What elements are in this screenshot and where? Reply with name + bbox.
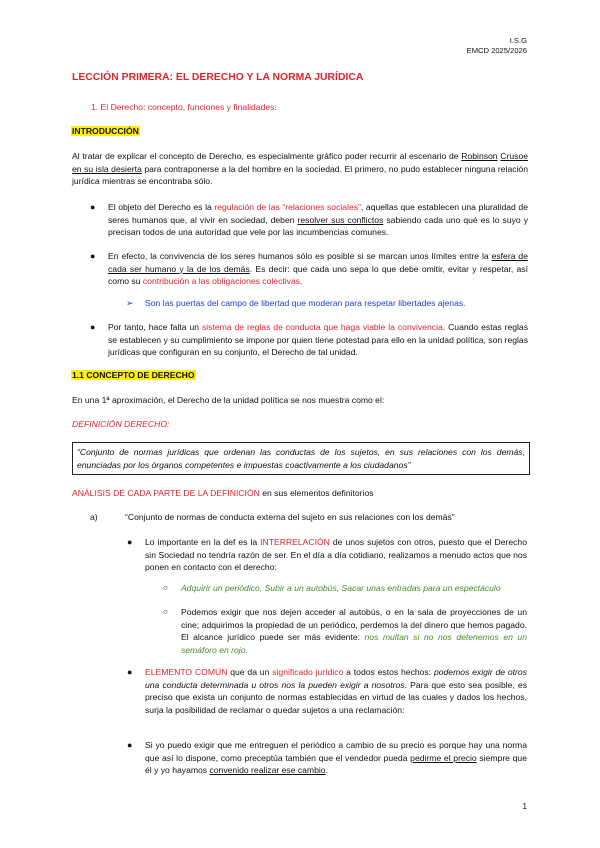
arrow-icon: ➢ xyxy=(126,298,134,308)
examples-list: Adquirir un periódico, Subir a un autobús, Sacar unas entradas para un espectáculo xyxy=(181,583,501,593)
intro-paragraph: Al tratar de explicar el concepto de Derecho, es especialmente gráfico poder recurrir al escenario de Robinson Crusoe en su isla desierta para contraponerse a la del hombre en la sociedad. El primero, no pudo establecer ninguna relación jurídica mientras se encontraba sólo. xyxy=(72,151,528,186)
bullet-object-of-law: El objeto del Derecho es la regulación de las “relaciones sociales”, aquellas que establecen una pluralidad de seres humanos que, al vivir en sociedad, deben resolver sus conflictos sabiendo cada uno qué es lo suyo y precisan todos de una autoridad que vele por las incumbencias comunes. xyxy=(108,202,528,237)
definition-box: “Conjunto de normas jurídicas que ordenan las conductas de los sujetos, en sus relaciones con los demás, enunciadas por los órganos competentes e impuestas coactivamente a los ciudadanos” xyxy=(72,442,530,475)
intro-heading xyxy=(71,125,140,138)
sub-interrelation: Lo importante en la def es la INTERRELACIÓN de unos sujetos con otros, puesto que el Derecho sin Sociedad no tendría razón de ser. En el día a día cotidiano, realizamos a menudo actos que nos ponen en contacto con el derecho: xyxy=(145,537,527,572)
analysis-heading: ANÁLISIS DE CADA PARTE DE LA DEFINICIÓN en sus elementos definitorios xyxy=(72,488,374,498)
bullet-rules-system: Por tanto, hace falta un sistema de reglas de conducta que haga viable la convivencia. Cuando estas reglas se establecen y su cumplimiento se impone por quien tiene potestad para ello en la unidad política, son reglas jurídicas que configuran en su conjunto, el Derecho de tal unidad. xyxy=(108,322,528,357)
bullet-dot: ● xyxy=(90,322,96,332)
section-intro: En una 1ª aproximación, el Derecho de la unidad política se nos muestra como el: xyxy=(72,395,385,405)
lesson-title: LECCIÓN PRIMERA: EL DERECHO Y LA NORMA JURÍDICA xyxy=(72,72,364,83)
section-heading-text: 1.1 CONCEPTO DE DERECHO xyxy=(72,370,195,380)
item-a-label: a) xyxy=(90,512,98,522)
circle-bullet: ○ xyxy=(163,607,168,616)
bullet-dot: ● xyxy=(90,202,96,212)
section-heading xyxy=(71,369,196,382)
definition-heading: DEFINICIÓN DERECHO: xyxy=(72,419,170,429)
bullet-dot: ● xyxy=(127,667,133,677)
header-line1: I.S.G xyxy=(509,36,527,45)
bullet-dot: ● xyxy=(90,251,96,261)
item-a-text: “Conjunto de normas de conducta externa del sujeto en sus relaciones con los demás” xyxy=(125,512,455,522)
page-header xyxy=(467,36,527,56)
subtitle: 1. El Derecho: concepto, funciones y finalidades: xyxy=(91,102,277,112)
bullet-dot: ● xyxy=(127,740,133,750)
intro-heading-text: INTRODUCCIÓN xyxy=(72,126,139,136)
header-line2: EMCD 2025/2026 xyxy=(466,46,527,55)
circle-bullet: ○ xyxy=(163,583,168,592)
bullet-dot: ● xyxy=(127,537,133,547)
examples-explanation: Podemos exigir que nos dejen acceder al autobús, o en la sala de proyecciones de un cine; adquirimos la propiedad de un periódico, perdemos la del dinero que hemos pagado. El alcance jurídico puede ser más evidente: nos multan si no nos detenemos en un semáforo en rojo. xyxy=(181,607,527,655)
sub-newspaper-example: Si yo puedo exigir que me entreguen el periódico a cambio de su precio es porque hay una norma que así lo dispone, como preceptúa también que el vendedor pueda pedirme el precio siempre que él y yo hayamos convenido realizar ese cambio. xyxy=(145,740,527,775)
arrow-note: Son las puertas del campo de libertad que moderan para respetar libertades ajenas. xyxy=(145,298,466,308)
sub-common-element: ELEMENTO COMÚN que da un significado jurídico a todos estos hechos: podemos exigir de otros una conducta determinada u otros nos la pueden exigir a nosotros. Para que esto sea posible, es preciso que exista un conjunto de normas establecidas en virtud de las cuales y dados los hechos, surja la posibilidad de reclamar o quedar sujetos a una reclamación: xyxy=(145,667,527,715)
page-number: 1 xyxy=(522,802,527,811)
bullet-coexistence: En efecto, la convivencia de los seres humanos sólo es posible si se marcan unos límites entre la esfera de cada ser humano y la de los demás. Es decir: que cada uno sepa lo que debe omitir, evitar y respetar, así como su contribución a las obligaciones colectivas. xyxy=(108,251,528,286)
